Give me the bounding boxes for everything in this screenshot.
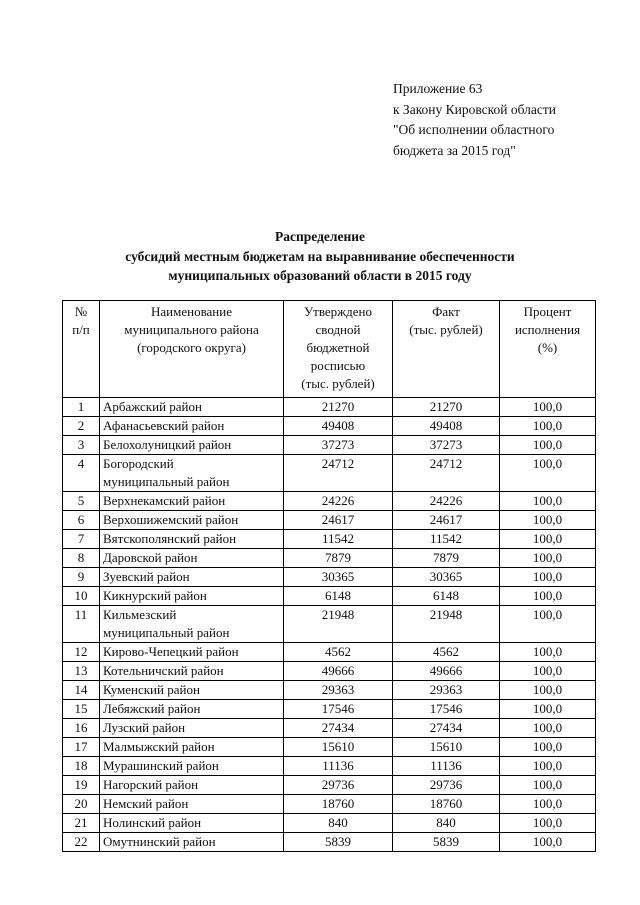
fact-value: 49408: [393, 417, 500, 436]
header-line: (тыс. рублей): [409, 322, 483, 337]
table-body: [63, 398, 596, 852]
table-row: [63, 398, 596, 417]
table-row: [63, 700, 596, 719]
approved-value: 27434: [284, 719, 393, 738]
fact-value: 24226: [393, 492, 500, 511]
district-name-line: муниципальный район: [103, 625, 230, 640]
header-line: сводной: [315, 322, 361, 337]
table-row: [63, 530, 596, 549]
approved-value: 37273: [284, 436, 393, 455]
percent-value: 100,0: [500, 568, 596, 587]
row-number: 9: [63, 568, 100, 587]
row-number: 5: [63, 492, 100, 511]
title-line: субсидий местным бюджетам на выравнивание обеспеченности: [125, 248, 515, 264]
subsidy-table: [62, 300, 596, 852]
appendix-line: к Закону Кировской области: [393, 101, 557, 117]
district-name: [100, 492, 284, 511]
table-row: [63, 719, 596, 738]
district-name-line: Верхнекамский район: [103, 493, 226, 508]
header-num: [63, 301, 100, 398]
district-name: [100, 398, 284, 417]
percent-value: 100,0: [500, 719, 596, 738]
district-name-line: Кикнурский район: [103, 588, 207, 603]
row-number: 10: [63, 587, 100, 606]
row-number: 1: [63, 398, 100, 417]
district-name: [100, 530, 284, 549]
approved-value: 29363: [284, 681, 393, 700]
district-name-line: Омутнинский район: [103, 834, 216, 849]
row-number: 19: [63, 776, 100, 795]
district-name: [100, 814, 284, 833]
approved-value: 29736: [284, 776, 393, 795]
district-name-line: Лузский район: [103, 720, 186, 735]
percent-value: 100,0: [500, 492, 596, 511]
approved-value: 21948: [284, 606, 393, 643]
approved-value: 7879: [284, 549, 393, 568]
header-line: (%): [537, 340, 558, 355]
table-row: [63, 568, 596, 587]
district-name-line: муниципальный район: [103, 474, 230, 489]
percent-value: 100,0: [500, 643, 596, 662]
district-name-line: Малмыжский район: [103, 739, 215, 754]
approved-value: 24712: [284, 455, 393, 492]
district-name: [100, 549, 284, 568]
district-name-line: Куменский район: [103, 682, 200, 697]
appendix-reference: [393, 79, 556, 161]
row-number: 13: [63, 662, 100, 681]
title-line: муниципальных образований области в 2015 году: [168, 268, 472, 283]
district-name: [100, 643, 284, 662]
approved-value: 49408: [284, 417, 393, 436]
district-name-line: Зуевский район: [103, 569, 190, 584]
table-row: [63, 833, 596, 852]
fact-value: 24712: [393, 455, 500, 492]
header-line: (тыс. рублей): [301, 376, 375, 391]
district-name-line: Кирово-Чепецкий район: [103, 644, 239, 659]
row-number: 2: [63, 417, 100, 436]
district-name-line: Даровской район: [103, 550, 198, 565]
table-row: [63, 492, 596, 511]
district-name-line: Немский район: [103, 796, 189, 811]
percent-value: 100,0: [500, 681, 596, 700]
row-number: 12: [63, 643, 100, 662]
appendix-line: Приложение 63: [393, 81, 483, 96]
table-row: [63, 738, 596, 757]
row-number: 14: [63, 681, 100, 700]
percent-value: 100,0: [500, 549, 596, 568]
header-fact: [393, 301, 500, 398]
header-line: Процент: [523, 304, 572, 319]
appendix-line: "Об исполнении областного: [393, 122, 555, 137]
row-number: 3: [63, 436, 100, 455]
fact-value: 37273: [393, 436, 500, 455]
table-row: [63, 606, 596, 643]
fact-value: 15610: [393, 738, 500, 757]
percent-value: 100,0: [500, 757, 596, 776]
approved-value: 840: [284, 814, 393, 833]
header-line: Наименование: [151, 304, 232, 319]
district-name-line: Лебяжский район: [103, 701, 201, 716]
approved-value: 4562: [284, 643, 393, 662]
table-row: [63, 662, 596, 681]
approved-value: 17546: [284, 700, 393, 719]
approved-value: 11136: [284, 757, 393, 776]
percent-value: 100,0: [500, 700, 596, 719]
fact-value: 4562: [393, 643, 500, 662]
row-number: 6: [63, 511, 100, 530]
approved-value: 6148: [284, 587, 393, 606]
fact-value: 29363: [393, 681, 500, 700]
table-row: [63, 436, 596, 455]
header-line: п/п: [72, 322, 90, 337]
row-number: 18: [63, 757, 100, 776]
district-name-line: Вятскополянский район: [103, 531, 237, 546]
district-name-line: Кильмезский: [103, 607, 177, 622]
approved-value: 5839: [284, 833, 393, 852]
appendix-line: бюджета за 2015 год": [393, 142, 516, 158]
approved-value: 30365: [284, 568, 393, 587]
approved-value: 15610: [284, 738, 393, 757]
row-number: 15: [63, 700, 100, 719]
district-name: [100, 833, 284, 852]
district-name: [100, 795, 284, 814]
table-row: [63, 814, 596, 833]
row-number: 20: [63, 795, 100, 814]
row-number: 4: [63, 455, 100, 492]
fact-value: 6148: [393, 587, 500, 606]
percent-value: 100,0: [500, 662, 596, 681]
fact-value: 21948: [393, 606, 500, 643]
header-line: бюджетной: [306, 340, 370, 355]
row-number: 16: [63, 719, 100, 738]
district-name: [100, 719, 284, 738]
table-row: [63, 643, 596, 662]
header-line: №: [74, 304, 88, 319]
district-name: [100, 511, 284, 530]
district-name-line: Нагорский район: [103, 777, 199, 792]
percent-value: 100,0: [500, 530, 596, 549]
percent-value: 100,0: [500, 738, 596, 757]
header-line: росписью: [310, 358, 366, 373]
row-number: 17: [63, 738, 100, 757]
fact-value: 11542: [393, 530, 500, 549]
district-name: [100, 700, 284, 719]
table-row: [63, 455, 596, 492]
district-name: [100, 455, 284, 492]
district-name-line: Верхошижемский район: [103, 512, 239, 527]
district-name-line: Белохолуницкий район: [103, 437, 232, 452]
approved-value: 49666: [284, 662, 393, 681]
percent-value: 100,0: [500, 776, 596, 795]
district-name-line: Котельничский район: [103, 663, 224, 678]
fact-value: 49666: [393, 662, 500, 681]
header-line: Факт: [432, 304, 460, 319]
district-name: [100, 606, 284, 643]
district-name-line: Нолинский район: [103, 815, 202, 830]
percent-value: 100,0: [500, 795, 596, 814]
approved-value: 11542: [284, 530, 393, 549]
percent-value: 100,0: [500, 814, 596, 833]
approved-value: 21270: [284, 398, 393, 417]
table-row: [63, 549, 596, 568]
table-row: [63, 757, 596, 776]
fact-value: 7879: [393, 549, 500, 568]
district-name: [100, 587, 284, 606]
approved-value: 24617: [284, 511, 393, 530]
row-number: 21: [63, 814, 100, 833]
district-name: [100, 757, 284, 776]
header-approved: [284, 301, 393, 398]
percent-value: 100,0: [500, 511, 596, 530]
fact-value: 30365: [393, 568, 500, 587]
district-name-line: Богородский: [103, 456, 174, 471]
table-row: [63, 795, 596, 814]
document-title: [0, 227, 640, 286]
table-row: [63, 587, 596, 606]
district-name: [100, 417, 284, 436]
district-name: [100, 662, 284, 681]
district-name-line: Мурашинский район: [103, 758, 219, 773]
percent-value: 100,0: [500, 436, 596, 455]
percent-value: 100,0: [500, 587, 596, 606]
approved-value: 24226: [284, 492, 393, 511]
header-line: муниципального района: [124, 322, 259, 337]
fact-value: 5839: [393, 833, 500, 852]
fact-value: 29736: [393, 776, 500, 795]
table-row: [63, 776, 596, 795]
title-line: Распределение: [274, 229, 366, 244]
approved-value: 18760: [284, 795, 393, 814]
district-name: [100, 681, 284, 700]
fact-value: 24617: [393, 511, 500, 530]
table-row: [63, 511, 596, 530]
row-number: 22: [63, 833, 100, 852]
header-line: (городского округа): [137, 340, 246, 355]
fact-value: 17546: [393, 700, 500, 719]
district-name-line: Афанасьевский район: [103, 418, 225, 433]
fact-value: 21270: [393, 398, 500, 417]
percent-value: 100,0: [500, 417, 596, 436]
row-number: 7: [63, 530, 100, 549]
fact-value: 840: [393, 814, 500, 833]
table-row: [63, 417, 596, 436]
header-line: исполнения: [514, 322, 581, 337]
percent-value: 100,0: [500, 606, 596, 643]
header-name: [100, 301, 284, 398]
row-number: 8: [63, 549, 100, 568]
district-name: [100, 738, 284, 757]
percent-value: 100,0: [500, 455, 596, 492]
table-header-row: [63, 301, 596, 398]
table-row: [63, 681, 596, 700]
district-name: [100, 568, 284, 587]
header-line: Утверждено: [303, 304, 373, 319]
row-number: 11: [63, 606, 100, 643]
percent-value: 100,0: [500, 398, 596, 417]
fact-value: 11136: [393, 757, 500, 776]
district-name: [100, 436, 284, 455]
district-name-line: Арбажский район: [103, 399, 202, 414]
district-name: [100, 776, 284, 795]
percent-value: 100,0: [500, 833, 596, 852]
header-percent: [500, 301, 596, 398]
fact-value: 18760: [393, 795, 500, 814]
fact-value: 27434: [393, 719, 500, 738]
